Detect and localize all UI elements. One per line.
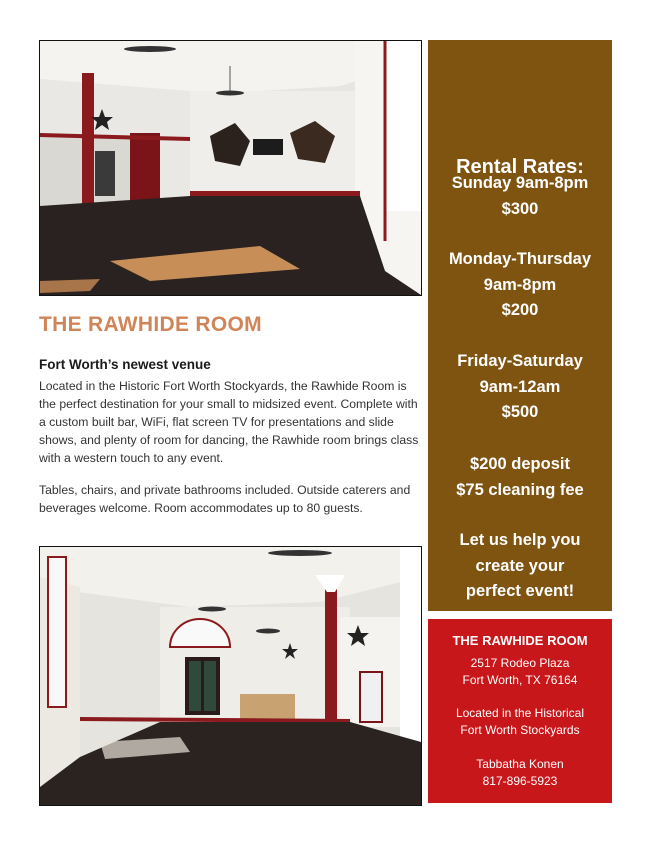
cta-line-2: create your [475,556,565,575]
rate-weekday [428,247,612,324]
rates-heading: Rental Rates: [456,156,584,178]
location-line-2: Fort Worth Stockyards [460,723,580,737]
rate-weekend-price: $500 [501,403,539,421]
cleaning-fee: $75 cleaning fee [456,480,584,499]
address-line-2: Fort Worth, TX 76164 [462,673,578,687]
cta-line-1: Let us help you [459,531,581,549]
rate-weekend [428,349,612,426]
venue-photo-top [39,40,422,296]
deposit-fee: $200 deposit [470,455,570,473]
contact-address [428,655,612,689]
contact-location [428,705,612,739]
venue-subtitle: Fort Worth’s newest venue [39,357,211,372]
rate-sunday-days: Sunday 9am-8pm [451,174,589,192]
description-paragraph: Located in the Historic Fort Worth Stockyards, the Rawhide Room is the perfect destination for your small to midsized event. Complete with a custom built bar, WiFi, flat screen TV for presentations and slide shows, and plenty of room for dancing, the Rawhide room brings class with a western touch to any event. [39,379,419,465]
rate-sunday-price: $300 [501,199,539,218]
page-title: THE RAWHIDE ROOM [39,313,262,336]
rate-weekday-days: Monday-Thursday [448,250,592,268]
contact-name: Tabbatha Konen [476,757,564,771]
rate-weekday-price: $200 [501,301,539,319]
contact-phone[interactable]: 817-896-5923 [482,774,558,788]
cta-line-3: perfect event! [465,582,575,600]
rate-weekend-days: Friday-Saturday [457,352,583,370]
amenities-paragraph: Tables, chairs, and private bathrooms included. Outside caterers and beverages welcome. Room accommodates up to 80 guests. [39,483,411,515]
rate-sunday [428,171,612,222]
fees [428,452,612,503]
contact-title: THE RAWHIDE ROOM [452,633,588,648]
contact-panel [428,619,612,803]
call-to-action [428,528,612,605]
venue-photo-bottom [39,546,422,806]
rate-weekday-hours: 9am-8pm [483,275,557,294]
rate-weekend-hours: 9am-12am [479,377,561,396]
address-line-1: 2517 Rodeo Plaza [470,656,570,670]
location-line-1: Located in the Historical [455,706,585,720]
contact-person [428,756,612,790]
rental-rates-panel [428,40,612,611]
